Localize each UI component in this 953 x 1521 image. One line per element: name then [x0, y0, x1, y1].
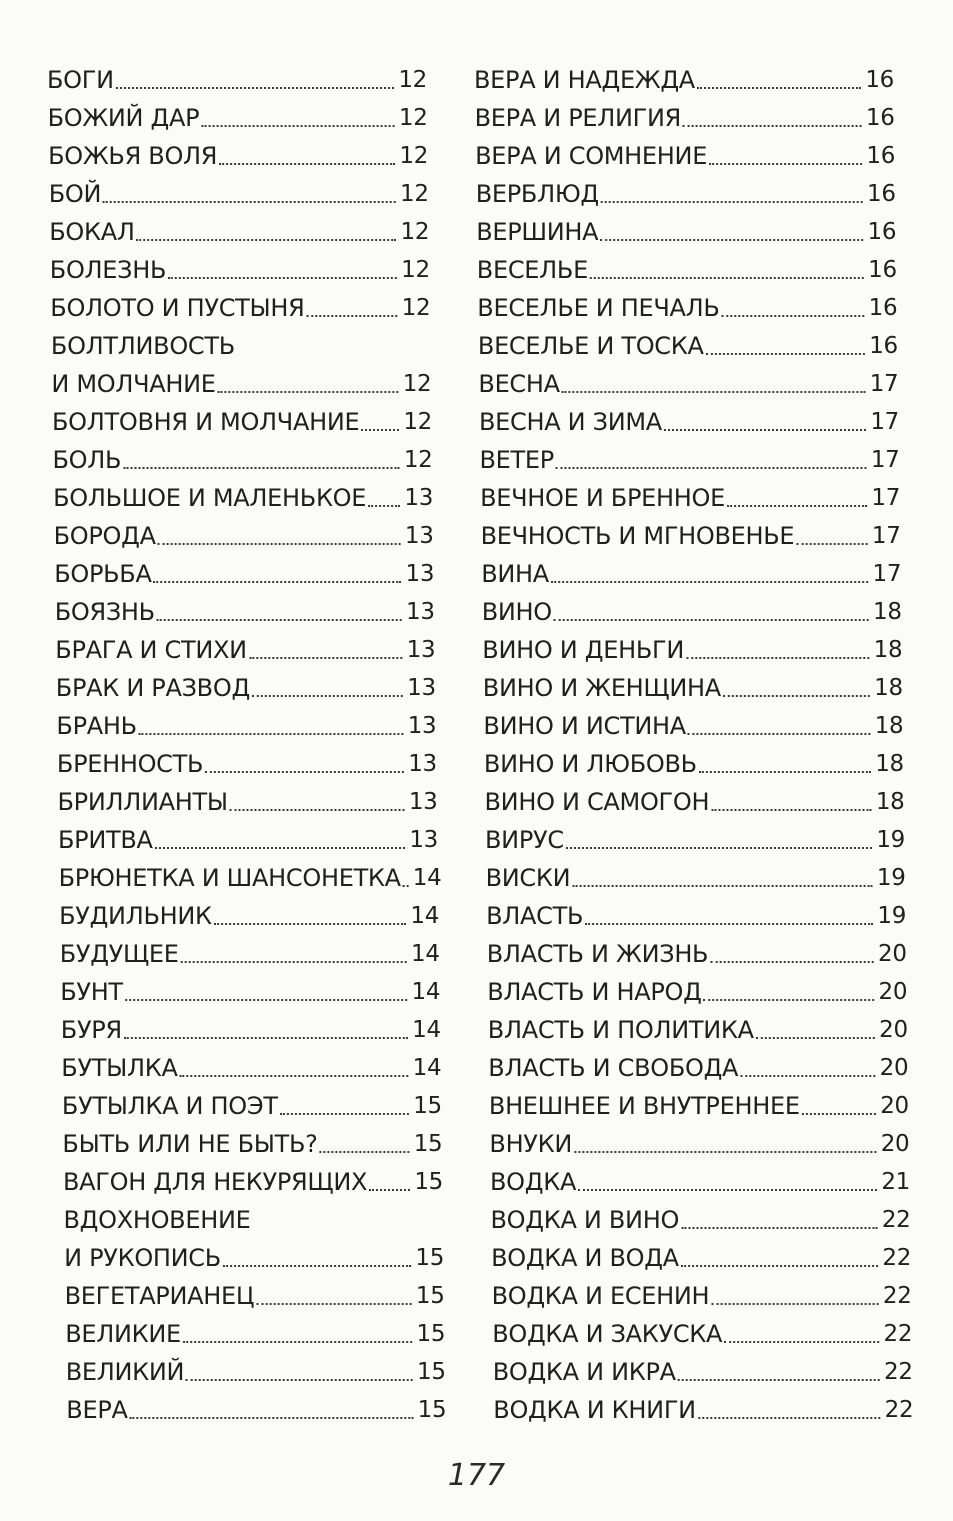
index-page-ref: 18: [875, 751, 904, 777]
index-term: ВИНА: [481, 560, 549, 588]
index-entry: [62, 1082, 442, 1120]
index-page-ref: 12: [400, 181, 429, 207]
index-term: БОЯЗНЬ: [54, 598, 155, 626]
leader-dots: [686, 657, 870, 659]
leader-dots: [664, 429, 866, 431]
index-entry: [488, 1044, 908, 1082]
leader-dots: [307, 315, 398, 317]
index-term: ВЕСЕЛЬЕ И ПЕЧАЛЬ: [477, 294, 720, 322]
index-entry: [486, 892, 906, 930]
index-term: БОЙ: [48, 180, 102, 208]
index-page-ref: 12: [401, 295, 431, 321]
index-entry: [490, 1158, 910, 1196]
index-page-ref: 22: [883, 1321, 913, 1347]
index-term: ВИНО И ИСТИНА: [483, 712, 686, 740]
index-entry: [61, 1044, 441, 1082]
leader-dots: [219, 163, 395, 165]
leader-dots: [116, 87, 395, 89]
index-term: ВОДКА И ЗАКУСКА: [492, 1320, 723, 1348]
index-page-ref: 19: [876, 865, 906, 891]
index-entry: [58, 778, 438, 816]
index-page-ref: 20: [879, 1055, 909, 1081]
index-page-ref: 16: [868, 257, 897, 283]
index-term: ВЕЛИКИЕ: [65, 1320, 181, 1348]
index-entry: [65, 1272, 445, 1310]
index-term: БРЮНЕТКА И ШАНСОНЕТКА: [58, 864, 401, 892]
leader-dots: [361, 429, 399, 431]
leader-dots: [551, 581, 869, 583]
index-page-ref: 15: [415, 1283, 445, 1309]
index-term: ВЛАСТЬ И НАРОД: [487, 978, 702, 1006]
index-term: ВДОХНОВЕНИЕ: [63, 1206, 251, 1234]
leader-dots: [711, 809, 872, 811]
index-entry: [492, 1272, 912, 1310]
leader-dots: [123, 467, 400, 469]
leader-dots: [711, 1303, 879, 1305]
index-entry: [475, 132, 895, 170]
index-entry: [48, 132, 428, 170]
leader-dots: [710, 961, 874, 963]
index-term: ВЛАСТЬ: [486, 902, 584, 930]
index-entry: [483, 702, 903, 740]
index-page-ref: 22: [882, 1245, 912, 1271]
index-term: ВЕСЕЛЬЕ И ТОСКА: [477, 332, 704, 360]
index-term: ВЕТЕР: [479, 446, 554, 474]
index-page-ref: 14: [412, 1055, 442, 1081]
index-term: ВИНО И ДЕНЬГИ: [482, 636, 684, 664]
index-page-ref: 16: [869, 333, 898, 359]
leader-dots: [802, 1113, 877, 1115]
index-entry: [66, 1386, 446, 1424]
index-page-ref: 12: [400, 219, 430, 245]
leader-dots: [256, 1303, 412, 1305]
index-page-ref: 17: [872, 561, 902, 587]
index-term: ВЛАСТЬ И ЖИЗНЬ: [486, 940, 709, 968]
index-page-ref: 13: [405, 561, 435, 587]
index-term: ВЕГЕТАРИАНЕЦ: [64, 1282, 255, 1310]
leader-dots: [168, 277, 397, 279]
leader-dots: [566, 847, 873, 849]
index-entry: [56, 664, 436, 702]
index-page-ref: 14: [411, 941, 440, 967]
index-entry: [55, 626, 435, 664]
index-page-ref: 20: [879, 1017, 908, 1043]
index-page-ref: 18: [874, 675, 903, 701]
index-entry: [487, 930, 907, 968]
index-page-ref: 12: [403, 447, 433, 473]
index-term: И МОЛЧАНИЕ: [51, 370, 216, 398]
leader-dots: [103, 201, 396, 203]
index-entry: [51, 360, 431, 398]
index-page-ref: 17: [870, 409, 899, 435]
leader-dots: [678, 1379, 880, 1381]
index-term: БОЛОТО И ПУСТЫНЯ: [50, 294, 305, 322]
leader-dots: [157, 619, 402, 621]
index-page-ref: 12: [398, 67, 427, 93]
index-entry: [52, 398, 432, 436]
index-entry: [64, 1234, 444, 1272]
index-entry: [478, 322, 898, 360]
leader-dots: [125, 999, 408, 1001]
leader-dots: [756, 1037, 875, 1039]
index-page-ref: 15: [416, 1321, 446, 1347]
index-entry: [492, 1310, 912, 1348]
index-entry: [476, 170, 896, 208]
index-term: БОКАЛ: [49, 218, 135, 246]
leader-dots: [280, 1113, 410, 1115]
index-term: БОЛТЛИВОСТЬ: [50, 332, 235, 360]
index-page-ref: 14: [412, 1017, 441, 1043]
index-entry: [60, 968, 440, 1006]
index-page-ref: 13: [406, 637, 436, 663]
index-entry: [485, 778, 905, 816]
leader-dots: [181, 961, 407, 963]
leader-dots: [578, 1189, 877, 1191]
index-page-ref: 17: [871, 485, 901, 511]
index-page-ref: 20: [878, 979, 908, 1005]
index-term: БОЖЬЯ ВОЛЯ: [48, 142, 218, 170]
index-entry: [64, 1196, 444, 1234]
index-page-ref: 15: [413, 1131, 443, 1157]
index-page-ref: 22: [882, 1283, 912, 1309]
index-term: БУДИЛЬНИК: [59, 902, 212, 930]
index-entry: [63, 1158, 443, 1196]
leader-dots: [124, 1037, 408, 1039]
index-term: БРАГА И СТИХИ: [55, 636, 247, 664]
index-page-ref: 18: [874, 713, 904, 739]
leader-dots: [230, 809, 405, 811]
index-page-ref: 13: [407, 713, 437, 739]
index-term: БОЖИЙ ДАР: [47, 104, 200, 132]
leader-dots: [697, 87, 861, 89]
leader-dots: [139, 733, 404, 735]
leader-dots: [709, 163, 862, 165]
index-page-ref: 12: [401, 257, 430, 283]
index-page-ref: 16: [865, 105, 895, 131]
index-page-ref: 13: [409, 827, 438, 853]
leader-dots: [214, 923, 407, 925]
index-term: БРАК И РАЗВОД: [55, 674, 250, 702]
index-entry: [50, 284, 430, 322]
index-entry: [474, 56, 894, 94]
index-entry: [475, 94, 895, 132]
index-term: ВЕРБЛЮД: [475, 180, 599, 208]
index-entry: [477, 246, 897, 284]
index-page-ref: 22: [884, 1359, 913, 1385]
index-page-ref: 20: [880, 1131, 910, 1157]
index-page-ref: 22: [881, 1207, 911, 1233]
index-entry: [66, 1348, 446, 1386]
leader-dots: [681, 1265, 879, 1267]
index-entry: [48, 94, 428, 132]
index-term: ВОДКА И ИКРА: [492, 1358, 676, 1386]
index-term: ВОДКА: [490, 1168, 577, 1196]
index-term: ВЛАСТЬ И ПОЛИТИКА: [487, 1016, 754, 1044]
index-term: БОЛЕЗНЬ: [49, 256, 167, 284]
index-term: ВЕСНА: [478, 370, 560, 398]
leader-dots: [218, 391, 399, 393]
index-term: БОЛЬШОЕ И МАЛЕНЬКОЕ: [53, 484, 367, 512]
index-entry: [479, 398, 899, 436]
index-entry: [58, 854, 442, 892]
index-term: ВЕСНА И ЗИМА: [479, 408, 662, 436]
index-entry: [51, 322, 431, 360]
index-entry: [54, 550, 434, 588]
index-term: БУТЫЛКА: [61, 1054, 178, 1082]
leader-dots: [796, 543, 868, 545]
index-entry: [488, 1006, 908, 1044]
index-page-ref: 17: [869, 371, 899, 397]
index-entry: [478, 360, 898, 398]
leader-dots: [556, 467, 867, 469]
index-term: БОЛТОВНЯ И МОЛЧАНИЕ: [52, 408, 360, 436]
index-term: ВИНО: [481, 598, 552, 626]
index-page-ref: 13: [407, 675, 436, 701]
index-term: БЫТЬ ИЛИ НЕ БЫТЬ?: [62, 1130, 318, 1158]
leader-dots: [320, 1151, 410, 1153]
index-page-ref: 13: [404, 523, 434, 549]
index-page-ref: 19: [877, 903, 907, 929]
index-term: БУНТ: [60, 978, 123, 1006]
index-page-ref: 15: [417, 1359, 446, 1385]
leader-dots: [590, 277, 864, 279]
index-term: БРИТВА: [58, 826, 153, 854]
leader-dots: [223, 1265, 411, 1267]
leader-dots: [572, 885, 873, 887]
leader-dots: [554, 619, 869, 621]
index-entry: [481, 512, 901, 550]
index-page-ref: 17: [870, 447, 900, 473]
index-term: ВНУКИ: [489, 1130, 573, 1158]
index-page-ref: 12: [399, 143, 429, 169]
index-entry: [56, 702, 436, 740]
index-entry: [483, 664, 903, 702]
index-term: БРИЛЛИАНТЫ: [57, 788, 228, 816]
index-page-ref: 12: [402, 371, 432, 397]
leader-dots: [368, 505, 400, 507]
index-entry: [55, 588, 435, 626]
index-page-ref: 14: [411, 979, 441, 1005]
index-entry: [491, 1234, 911, 1272]
index-page-ref: 20: [880, 1093, 909, 1119]
index-page-ref: 14: [410, 903, 440, 929]
index-term: ВОДКА И КНИГИ: [493, 1396, 696, 1424]
index-page-ref: 15: [414, 1169, 443, 1195]
index-term: БУТЫЛКА И ПОЭТ: [61, 1092, 278, 1120]
leader-dots: [727, 505, 867, 507]
leader-dots: [158, 543, 401, 545]
index-entry: [62, 1120, 442, 1158]
leader-dots: [681, 1227, 878, 1229]
index-entry: [54, 512, 434, 550]
index-entry: [486, 854, 906, 892]
leader-dots: [601, 201, 863, 203]
index-page-ref: 13: [406, 599, 435, 625]
index-term: И РУКОПИСЬ: [64, 1244, 221, 1272]
index-entry: [481, 550, 901, 588]
index-page-ref: 14: [412, 865, 442, 891]
index-page-ref: 20: [878, 941, 907, 967]
index-entry: [487, 968, 907, 1006]
leader-dots: [740, 1075, 875, 1077]
leader-dots: [155, 847, 406, 849]
index-term: БРАНЬ: [56, 712, 137, 740]
index-entry: [53, 474, 433, 512]
index-term: ВИСКИ: [485, 864, 571, 892]
index-term: БОРЬБА: [54, 560, 152, 588]
index-term: ВИНО И ЖЕНЩИНА: [482, 674, 721, 702]
index-entry: [491, 1196, 911, 1234]
index-entry: [485, 816, 905, 854]
leader-dots: [688, 733, 871, 735]
index-entry: [489, 1082, 909, 1120]
leader-dots: [722, 315, 865, 317]
index-page-ref: 12: [398, 105, 428, 131]
index-page-ref: 15: [415, 1245, 445, 1271]
index-entry: [480, 436, 900, 474]
index-entry: [489, 1120, 909, 1158]
index-entry: [480, 474, 900, 512]
leader-dots: [369, 1189, 410, 1191]
index-term: ВЕРА И РЕЛИГИЯ: [474, 104, 682, 132]
leader-dots: [600, 239, 863, 241]
leader-dots: [137, 239, 397, 241]
index-entry: [482, 626, 902, 664]
leader-dots: [403, 885, 409, 887]
leader-dots: [562, 391, 866, 393]
index-term: БУРЯ: [60, 1016, 122, 1044]
leader-dots: [252, 695, 403, 697]
index-entry: [47, 56, 427, 94]
leader-dots: [699, 771, 871, 773]
index-entry: [57, 740, 437, 778]
index-column-left: [47, 56, 447, 1424]
leader-dots: [706, 353, 866, 355]
leader-dots: [683, 125, 862, 127]
index-term: БОЛЬ: [52, 446, 122, 474]
index-term: ВЕСЕЛЬЕ: [476, 256, 588, 284]
index-term: ВЛАСТЬ И СВОБОДА: [488, 1054, 739, 1082]
leader-dots: [180, 1075, 409, 1077]
index-entry: [482, 588, 902, 626]
leader-dots: [249, 657, 403, 659]
index-page-ref: 13: [408, 789, 438, 815]
index-column-right: [474, 56, 914, 1424]
index-term: ВЕЛИКИЙ: [65, 1358, 185, 1386]
index-entry: [61, 1006, 441, 1044]
index-term: ВЕЧНОСТЬ И МГНОВЕНЬЕ: [480, 522, 795, 550]
index-entry: [476, 208, 896, 246]
index-entry: [53, 436, 433, 474]
index-term: БУДУЩЕЕ: [59, 940, 179, 968]
index-page-ref: 18: [873, 637, 903, 663]
index-term: ВЕРА И НАДЕЖДА: [474, 66, 695, 94]
index-term: ВИНО И ЛЮБОВЬ: [483, 750, 697, 778]
index-term: БОРОДА: [53, 522, 156, 550]
leader-dots: [574, 1151, 877, 1153]
leader-dots: [585, 923, 873, 925]
index-page-ref: 15: [417, 1397, 447, 1423]
index-term: ВЕРШИНА: [476, 218, 599, 246]
index-entry: [50, 246, 430, 284]
index-term: ВЕРА И СОМНЕНИЕ: [475, 142, 708, 170]
index-term: БРЕННОСТЬ: [56, 750, 204, 778]
index-page-ref: 18: [873, 599, 902, 625]
index-term: БОГИ: [47, 66, 114, 94]
leader-dots: [154, 581, 402, 583]
index-page-ref: 17: [871, 523, 901, 549]
index-term: ВИРУС: [485, 826, 564, 854]
index-term: ВЕЧНОЕ И БРЕННОЕ: [480, 484, 725, 512]
index-page-ref: 19: [876, 827, 905, 853]
leader-dots: [186, 1379, 413, 1381]
index-page-ref: 13: [404, 485, 434, 511]
index-term: ВНЕШНЕЕ И ВНУТРЕННЕЕ: [488, 1092, 800, 1120]
index-entry: [484, 740, 904, 778]
index-page-ref: 16: [867, 181, 896, 207]
index-page-ref: 22: [884, 1397, 914, 1423]
index-page-ref: 16: [868, 295, 898, 321]
index-term: ВОДКА И ВОДА: [491, 1244, 679, 1272]
index-page-ref: 13: [408, 751, 437, 777]
index-entry: [49, 170, 429, 208]
index-page-ref: 18: [875, 789, 905, 815]
index-page-ref: 16: [867, 219, 897, 245]
leader-dots: [205, 771, 404, 773]
index-entry: [59, 892, 439, 930]
leader-dots: [201, 125, 395, 127]
index-term: ВИНО И САМОГОН: [484, 788, 710, 816]
leader-dots: [130, 1417, 414, 1419]
index-page-ref: 16: [865, 67, 894, 93]
index-page-ref: 12: [403, 409, 432, 435]
index-term: ВОДКА И ВИНО: [490, 1206, 680, 1234]
index-entry: [493, 1386, 913, 1424]
index-page-ref: 21: [881, 1169, 910, 1195]
index-term: ВЕРА: [66, 1396, 128, 1424]
page-number: 177: [447, 1458, 506, 1493]
index-term: ВОДКА И ЕСЕНИН: [491, 1282, 710, 1310]
index-term: ВАГОН ДЛЯ НЕКУРЯЩИХ: [63, 1168, 368, 1196]
leader-dots: [723, 695, 870, 697]
leader-dots: [183, 1341, 413, 1343]
leader-dots: [704, 999, 875, 1001]
index-page-ref: 15: [413, 1093, 442, 1119]
index-entry: [65, 1310, 445, 1348]
index-entry: [477, 284, 897, 322]
index-entry: [49, 208, 429, 246]
index-page-ref: 16: [866, 143, 896, 169]
index-entry: [60, 930, 440, 968]
leader-dots: [724, 1341, 879, 1343]
index-entry: [58, 816, 438, 854]
leader-dots: [698, 1417, 881, 1419]
index-entry: [493, 1348, 913, 1386]
